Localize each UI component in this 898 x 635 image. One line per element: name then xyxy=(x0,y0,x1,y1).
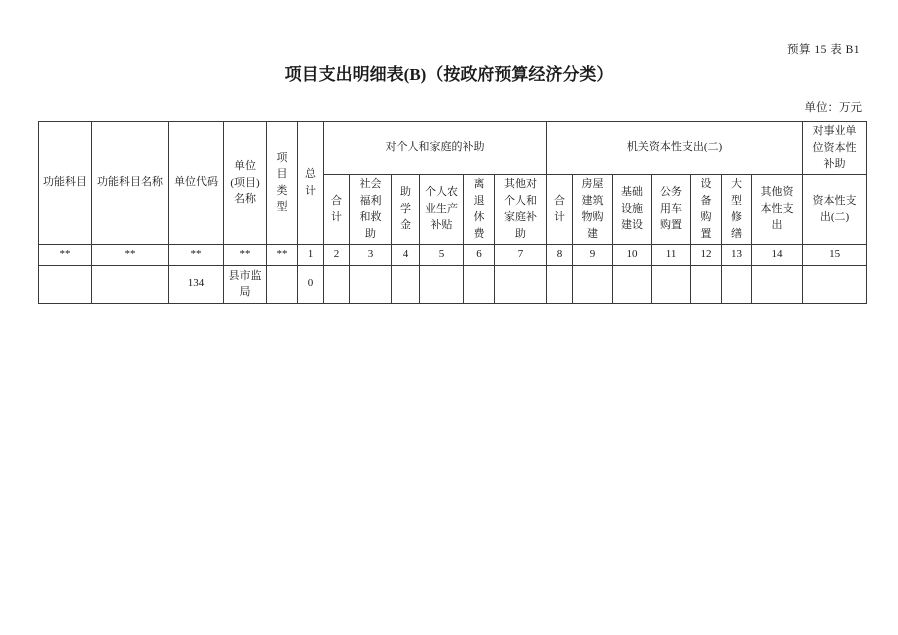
index-cell: ** xyxy=(39,244,92,265)
subheader-capital-subtotal-label: 合计 xyxy=(554,194,566,223)
data-cell xyxy=(613,265,652,303)
subheader-official-vehicle-purchase xyxy=(652,174,691,244)
index-cell: 12 xyxy=(691,244,722,265)
subheader-major-repair-label: 大型修缮 xyxy=(731,178,743,240)
data-cell xyxy=(722,265,752,303)
subheader-major-repair xyxy=(722,174,752,244)
subheader-official-vehicle-purchase-label: 公务用车购置 xyxy=(660,186,683,232)
data-cell xyxy=(691,265,722,303)
index-cell: 10 xyxy=(613,244,652,265)
index-cell: 7 xyxy=(495,244,547,265)
subheader-infrastructure-label: 基础设施建设 xyxy=(621,186,644,232)
subheader-building-construction xyxy=(573,174,613,244)
subheader-personal-subtotal-label: 合计 xyxy=(330,194,342,223)
cell-unit-project-name xyxy=(224,265,267,303)
index-cell: ** xyxy=(224,244,267,265)
subheader-other-capital-expenditure-label: 其他资本性支出 xyxy=(760,186,794,232)
subheader-other-personal-subsidy-label: 其他对个人和家庭补助 xyxy=(504,178,537,240)
subheader-building-construction-label: 房屋建筑物购建 xyxy=(581,178,604,240)
header-project-type xyxy=(267,122,298,245)
index-cell: ** xyxy=(169,244,224,265)
header-grand-total-label: 总计 xyxy=(304,168,316,197)
subheader-retirement-expense xyxy=(464,174,495,244)
cell-unit-project-name-value: 县市监局 xyxy=(228,269,262,298)
index-cell: 2 xyxy=(324,244,350,265)
index-cell: 4 xyxy=(392,244,420,265)
data-cell xyxy=(573,265,613,303)
subheader-capital-expenditure-2 xyxy=(803,174,867,244)
doc-reference: 预算 15 表 B1 xyxy=(786,44,860,56)
column-index-row xyxy=(39,244,867,265)
subheader-other-capital-expenditure xyxy=(752,174,803,244)
group-header-institution-capital-subsidy-label: 对事业单位资本性补助 xyxy=(812,125,857,170)
subheader-retirement-expense-label: 离退休费 xyxy=(473,178,485,240)
data-cell xyxy=(495,265,547,303)
index-cell: ** xyxy=(92,244,169,265)
data-row xyxy=(39,265,867,303)
header-row-groups xyxy=(39,122,867,175)
page-title: 项目支出明细表(B)（按政府预算经济分类） xyxy=(284,65,614,84)
cell-functional-subject xyxy=(39,265,92,303)
index-cell: 1 xyxy=(298,244,324,265)
header-functional-subject-name: 功能科目名称 xyxy=(92,122,169,245)
index-cell: 5 xyxy=(420,244,464,265)
subheader-capital-subtotal xyxy=(547,174,573,244)
index-cell: 13 xyxy=(722,244,752,265)
subheader-capital-expenditure-2-label: 资本性支出(二) xyxy=(812,194,857,223)
subheader-equipment-purchase-label: 设备购置 xyxy=(700,178,712,240)
data-cell xyxy=(324,265,350,303)
subheader-agricultural-subsidy xyxy=(420,174,464,244)
subheader-scholarship-label: 助学金 xyxy=(399,186,411,232)
cell-functional-subject-name xyxy=(92,265,169,303)
data-cell xyxy=(652,265,691,303)
index-cell: 8 xyxy=(547,244,573,265)
subheader-personal-subtotal xyxy=(324,174,350,244)
subheader-infrastructure xyxy=(613,174,652,244)
subheader-social-welfare xyxy=(350,174,392,244)
cell-unit-code: 134 xyxy=(169,265,224,303)
data-cell xyxy=(752,265,803,303)
index-cell: 11 xyxy=(652,244,691,265)
cell-grand-total: 0 xyxy=(298,265,324,303)
subheader-other-personal-subsidy xyxy=(495,174,547,244)
index-cell: ** xyxy=(267,244,298,265)
index-cell: 15 xyxy=(803,244,867,265)
header-project-type-label: 项目类型 xyxy=(276,151,288,214)
header-functional-subject: 功能科目 xyxy=(39,122,92,245)
data-cell xyxy=(547,265,573,303)
subheader-agricultural-subsidy-label: 个人农业生产补贴 xyxy=(424,186,458,232)
header-unit-project-name xyxy=(224,122,267,245)
header-grand-total xyxy=(298,122,324,245)
index-cell: 3 xyxy=(350,244,392,265)
index-cell: 9 xyxy=(573,244,613,265)
data-cell xyxy=(392,265,420,303)
group-header-institution-capital-subsidy xyxy=(803,122,867,175)
unit-note: 单位：万元 xyxy=(804,102,862,114)
subheader-equipment-purchase xyxy=(691,174,722,244)
subheader-scholarship xyxy=(392,174,420,244)
data-cell xyxy=(464,265,495,303)
group-header-org-capital-expenditure: 机关资本性支出(二) xyxy=(547,122,803,175)
data-cell xyxy=(350,265,392,303)
header-unit-code: 单位代码 xyxy=(169,122,224,245)
index-cell: 6 xyxy=(464,244,495,265)
subheader-social-welfare-label: 社会福利和救助 xyxy=(359,178,382,240)
budget-table xyxy=(38,121,867,304)
header-unit-project-name-label: 单位(项目)名称 xyxy=(230,160,260,205)
data-cell xyxy=(803,265,867,303)
cell-project-type xyxy=(267,265,298,303)
group-header-personal-family-subsidy: 对个人和家庭的补助 xyxy=(324,122,547,175)
index-cell: 14 xyxy=(752,244,803,265)
data-cell xyxy=(420,265,464,303)
